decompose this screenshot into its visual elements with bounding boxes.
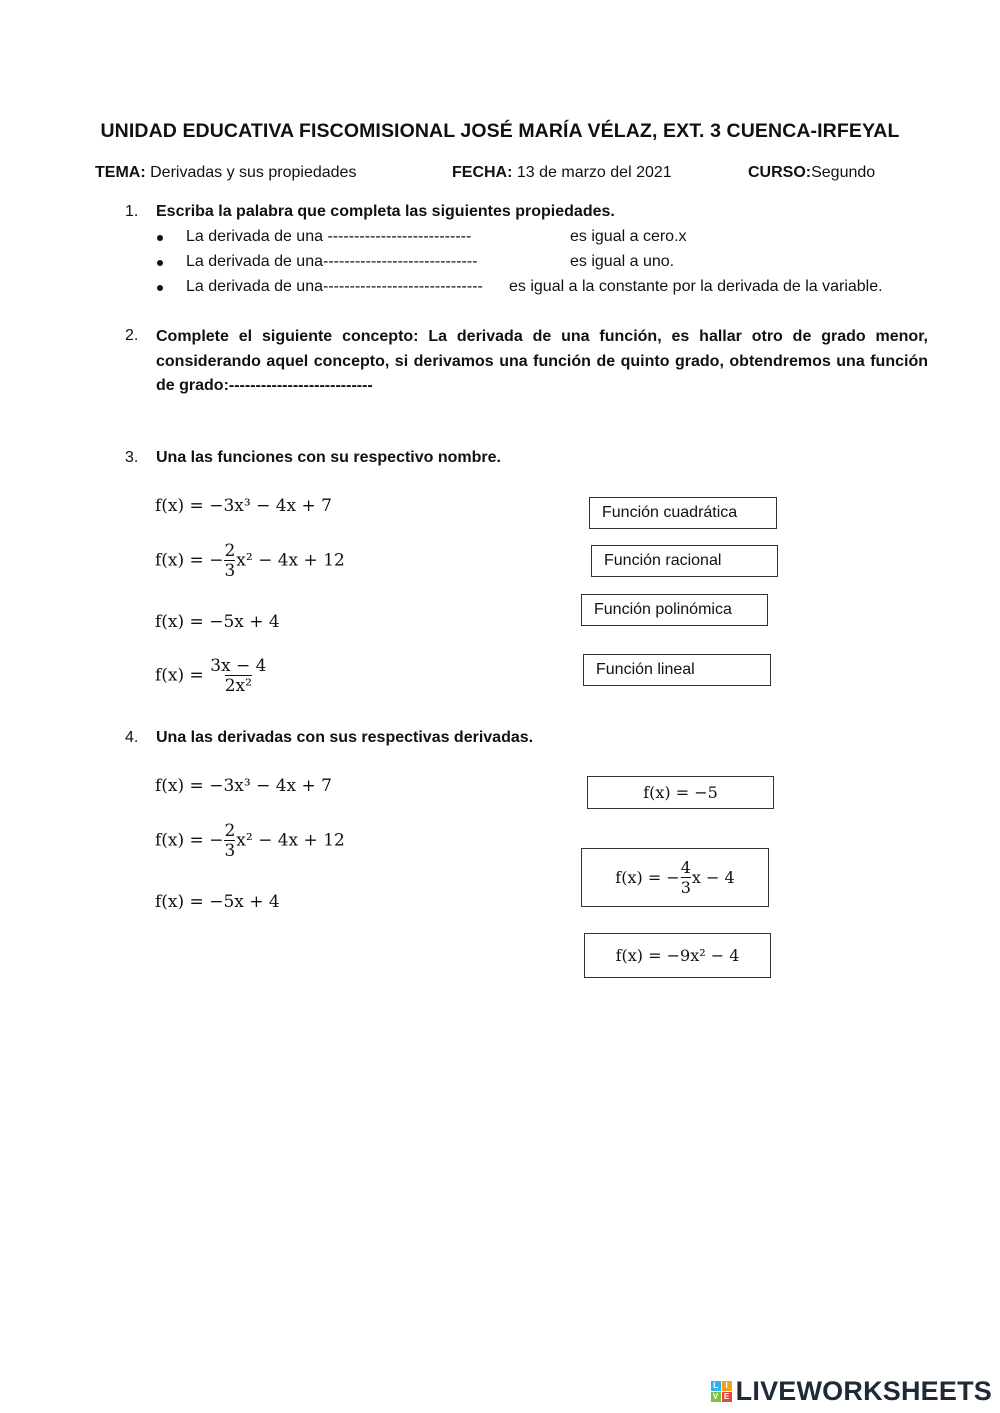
bullet-icon <box>157 235 163 241</box>
fx-label: f(x) = <box>155 496 210 516</box>
brand-text: LIVEWORKSHEETS <box>735 1376 992 1406</box>
q1-item-3-right: es igual a la constante por la derivada de la variable. <box>509 278 883 295</box>
minus-sign: − <box>209 830 224 851</box>
denominator: 2x² <box>224 676 252 696</box>
q3-function-2 <box>155 542 345 580</box>
fx-label: f(x) = <box>155 830 210 851</box>
q1-text: Escriba la palabra que completa las siguientes propiedades. <box>156 203 615 220</box>
name-box-lineal[interactable] <box>583 654 771 686</box>
q3-text: Una las funciones con su respectivo nombre. <box>156 449 501 466</box>
curso <box>748 164 875 182</box>
q2-text: Complete el siguiente concepto: La derivada de una función, es hallar otro de grado menor, considerando aquel concepto, si derivamos una función de quinto grado, obtendremos una función de grado:--------------------------- <box>156 328 928 394</box>
fx-label: f(x) = <box>155 892 210 912</box>
fx-label: f(x) = <box>155 612 210 632</box>
derivative-expression: x − 4 <box>691 868 735 887</box>
q4-function-1 <box>155 776 332 796</box>
logo-letter: V <box>711 1392 721 1402</box>
derivative-lead: f(x) = − <box>615 868 680 887</box>
name-box-polinomica[interactable] <box>581 594 768 626</box>
curso-value: Segundo <box>811 164 876 181</box>
q1-item-2-left: La derivada de una----------------------------- <box>186 253 478 270</box>
logo-letter: I <box>722 1381 732 1391</box>
function-expression: −3x³ − 4x + 7 <box>209 776 332 796</box>
page-title: UNIDAD EDUCATIVA FISCOMISIONAL JOSÉ MARÍA VÉLAZ, EXT. 3 CUENCA-IRFEYAL <box>100 120 900 142</box>
q4-function-2 <box>155 822 345 860</box>
tema-label: TEMA: <box>95 164 146 181</box>
derivative-box-3[interactable] <box>584 933 771 978</box>
derivative-expression: f(x) = −5 <box>643 783 718 802</box>
q1-item-1-left: La derivada de una --------------------------- <box>186 228 472 245</box>
derivative-box-1[interactable] <box>587 776 774 809</box>
bullet-icon <box>157 260 163 266</box>
q1-item-2-right: es igual a uno. <box>570 253 675 270</box>
q3-number: 3. <box>125 449 139 466</box>
q4-text: Una las derivadas con sus respectivas derivadas. <box>156 729 534 746</box>
derivative-box-2[interactable] <box>581 848 769 907</box>
function-expression: x² − 4x + 12 <box>236 830 345 851</box>
q3-function-4 <box>155 657 267 695</box>
tema <box>95 164 356 182</box>
function-expression: −5x + 4 <box>209 892 280 912</box>
numerator: 3x − 4 <box>210 656 267 676</box>
function-expression: −3x³ − 4x + 7 <box>209 496 332 516</box>
logo-letter: E <box>722 1392 732 1402</box>
name-label: Función racional <box>604 552 722 569</box>
denominator: 3 <box>224 561 236 581</box>
liveworksheets-logo[interactable] <box>711 1376 992 1407</box>
numerator: 2 <box>224 541 236 561</box>
q2-number: 2. <box>125 327 139 344</box>
fraction <box>224 822 235 860</box>
logo-letter: L <box>711 1381 721 1391</box>
name-label: Función lineal <box>596 661 695 678</box>
q1-item-3-left: La derivada de una------------------------------ <box>186 278 483 295</box>
q3-function-1 <box>155 496 332 516</box>
fx-label: f(x) = <box>155 550 210 571</box>
denominator: 3 <box>680 877 691 897</box>
name-box-racional[interactable] <box>591 545 778 577</box>
fecha-label: FECHA: <box>452 164 513 181</box>
fx-label: f(x) = <box>155 776 210 796</box>
fraction <box>210 657 266 695</box>
minus-sign: − <box>209 550 224 571</box>
function-expression: x² − 4x + 12 <box>236 550 345 571</box>
fraction <box>681 859 691 897</box>
logo-icon <box>711 1381 732 1402</box>
curso-label: CURSO: <box>748 164 812 181</box>
numerator: 2 <box>224 821 236 841</box>
q1-number: 1. <box>125 203 139 220</box>
fx-label: f(x) = <box>155 665 210 686</box>
name-label: Función polinómica <box>594 601 732 618</box>
bullet-icon <box>157 285 163 291</box>
q4-number: 4. <box>125 729 139 746</box>
q3-function-3 <box>155 612 280 632</box>
function-expression: −5x + 4 <box>209 612 280 632</box>
q1-item-1-right: es igual a cero.x <box>570 228 687 245</box>
q4-function-3 <box>155 892 280 912</box>
derivative-expression: f(x) = −9x² − 4 <box>615 946 740 965</box>
denominator: 3 <box>224 841 236 861</box>
name-box-cuadratica[interactable] <box>589 497 777 529</box>
fraction <box>224 542 235 580</box>
fecha-value: 13 de marzo del 2021 <box>516 164 672 181</box>
name-label: Función cuadrática <box>602 504 738 521</box>
fecha <box>452 164 672 182</box>
tema-value: Derivadas y sus propiedades <box>150 164 357 181</box>
numerator: 4 <box>680 857 691 877</box>
